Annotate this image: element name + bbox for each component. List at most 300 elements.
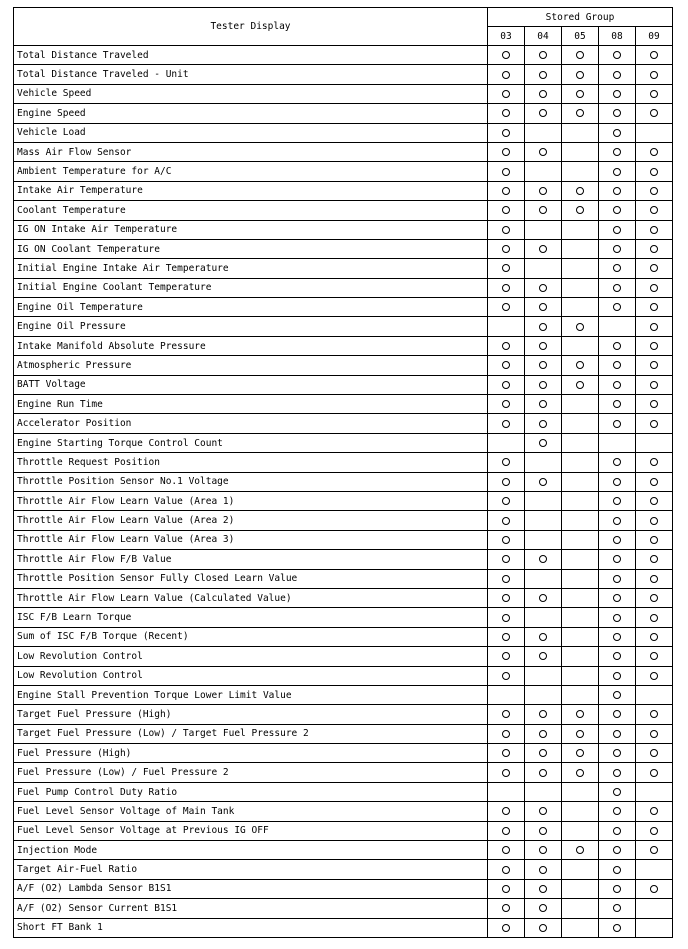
parameter-label: Fuel Pressure (High): [14, 744, 488, 763]
table-row: [14, 375, 673, 394]
stored-circle-icon: [502, 226, 510, 234]
stored-circle-icon: [650, 420, 658, 428]
parameter-label: Target Fuel Pressure (High): [14, 705, 488, 724]
group-cell: [562, 201, 599, 220]
group-cell: [599, 201, 636, 220]
table-row: [14, 763, 673, 782]
group-cell: [525, 588, 562, 607]
group-cell: [636, 879, 673, 898]
group-cell: [562, 472, 599, 491]
stored-circle-icon: [613, 148, 621, 156]
parameter-label: Throttle Position Sensor No.1 Voltage: [14, 472, 488, 491]
table-row: [14, 239, 673, 258]
stored-circle-icon: [576, 361, 584, 369]
stored-circle-icon: [502, 148, 510, 156]
group-cell: [488, 724, 525, 743]
stored-circle-icon: [650, 478, 658, 486]
group-cell: [636, 841, 673, 860]
stored-circle-icon: [613, 575, 621, 583]
group-cell: [525, 356, 562, 375]
group-cell: [599, 453, 636, 472]
group-cell: [636, 181, 673, 200]
table-row: [14, 821, 673, 840]
parameter-label: Initial Engine Intake Air Temperature: [14, 259, 488, 278]
parameter-label: Fuel Level Sensor Voltage of Main Tank: [14, 802, 488, 821]
group-cell: [488, 569, 525, 588]
stored-circle-icon: [539, 90, 547, 98]
group-cell: [488, 65, 525, 84]
stored-circle-icon: [650, 497, 658, 505]
group-cell: [488, 879, 525, 898]
stored-circle-icon: [650, 51, 658, 59]
group-cell: [599, 511, 636, 530]
group-cell: [599, 879, 636, 898]
parameter-label: Short FT Bank 1: [14, 918, 488, 937]
parameter-label: Atmospheric Pressure: [14, 356, 488, 375]
group-cell: [488, 239, 525, 258]
group-cell: [488, 491, 525, 510]
group-cell: [599, 569, 636, 588]
group-cell: [562, 433, 599, 452]
stored-group-table: [13, 7, 673, 938]
table-row: [14, 550, 673, 569]
stored-circle-icon: [576, 710, 584, 718]
stored-circle-icon: [502, 807, 510, 815]
group-cell: [562, 841, 599, 860]
stored-circle-icon: [613, 730, 621, 738]
group-cell: [599, 918, 636, 937]
group-cell: [525, 569, 562, 588]
stored-circle-icon: [613, 381, 621, 389]
group-cell: [562, 259, 599, 278]
group-cell: [525, 802, 562, 821]
stored-circle-icon: [502, 303, 510, 311]
group-cell: [636, 569, 673, 588]
stored-circle-icon: [650, 575, 658, 583]
stored-circle-icon: [613, 342, 621, 350]
group-column-header: 03: [488, 27, 525, 46]
table-row: [14, 588, 673, 607]
group-cell: [599, 84, 636, 103]
group-cell: [599, 259, 636, 278]
table-row: [14, 782, 673, 801]
stored-circle-icon: [613, 710, 621, 718]
parameter-label: Coolant Temperature: [14, 201, 488, 220]
stored-circle-icon: [650, 885, 658, 893]
group-cell: [562, 705, 599, 724]
group-cell: [562, 65, 599, 84]
parameter-label: Target Air-Fuel Ratio: [14, 860, 488, 879]
group-cell: [488, 472, 525, 491]
group-cell: [636, 162, 673, 181]
stored-circle-icon: [613, 633, 621, 641]
group-cell: [636, 414, 673, 433]
stored-circle-icon: [502, 885, 510, 893]
group-cell: [525, 65, 562, 84]
table-row: [14, 298, 673, 317]
group-cell: [488, 647, 525, 666]
stored-circle-icon: [613, 303, 621, 311]
group-cell: [488, 763, 525, 782]
stored-circle-icon: [539, 361, 547, 369]
group-cell: [599, 860, 636, 879]
group-cell: [599, 821, 636, 840]
parameter-label: Throttle Request Position: [14, 453, 488, 472]
group-cell: [525, 491, 562, 510]
group-cell: [636, 530, 673, 549]
group-cell: [562, 899, 599, 918]
stored-circle-icon: [502, 672, 510, 680]
stored-circle-icon: [650, 71, 658, 79]
stored-circle-icon: [650, 342, 658, 350]
table-row: [14, 879, 673, 898]
stored-circle-icon: [502, 827, 510, 835]
parameter-label: Intake Manifold Absolute Pressure: [14, 336, 488, 355]
group-cell: [599, 763, 636, 782]
group-cell: [488, 744, 525, 763]
group-cell: [488, 317, 525, 336]
stored-circle-icon: [613, 536, 621, 544]
parameter-label: Fuel Pump Control Duty Ratio: [14, 782, 488, 801]
group-cell: [562, 104, 599, 123]
group-cell: [636, 453, 673, 472]
stored-circle-icon: [613, 497, 621, 505]
parameter-label: Engine Starting Torque Control Count: [14, 433, 488, 452]
group-cell: [525, 666, 562, 685]
group-cell: [525, 239, 562, 258]
table-row: [14, 395, 673, 414]
group-cell: [636, 588, 673, 607]
group-cell: [636, 472, 673, 491]
group-cell: [562, 414, 599, 433]
table-row: [14, 433, 673, 452]
group-cell: [488, 181, 525, 200]
stored-circle-icon: [650, 245, 658, 253]
stored-circle-icon: [576, 323, 584, 331]
stored-circle-icon: [650, 536, 658, 544]
stored-circle-icon: [613, 846, 621, 854]
parameter-label: Throttle Air Flow Learn Value (Area 2): [14, 511, 488, 530]
stored-circle-icon: [650, 284, 658, 292]
stored-circle-icon: [539, 904, 547, 912]
group-cell: [562, 142, 599, 161]
table-row: [14, 123, 673, 142]
parameter-label: Engine Run Time: [14, 395, 488, 414]
stored-circle-icon: [502, 710, 510, 718]
table-row: [14, 744, 673, 763]
stored-circle-icon: [650, 769, 658, 777]
group-cell: [562, 608, 599, 627]
group-cell: [562, 569, 599, 588]
group-cell: [599, 588, 636, 607]
parameter-label: Engine Speed: [14, 104, 488, 123]
stored-circle-icon: [650, 517, 658, 525]
stored-circle-icon: [539, 109, 547, 117]
stored-circle-icon: [650, 458, 658, 466]
group-cell: [525, 46, 562, 65]
group-cell: [525, 453, 562, 472]
stored-circle-icon: [576, 730, 584, 738]
group-cell: [599, 162, 636, 181]
group-cell: [488, 201, 525, 220]
group-cell: [488, 104, 525, 123]
group-cell: [562, 298, 599, 317]
stored-circle-icon: [576, 749, 584, 757]
group-cell: [636, 317, 673, 336]
parameter-label: Total Distance Traveled: [14, 46, 488, 65]
stored-circle-icon: [576, 769, 584, 777]
group-cell: [525, 201, 562, 220]
group-cell: [488, 608, 525, 627]
stored-circle-icon: [613, 109, 621, 117]
stored-circle-icon: [539, 478, 547, 486]
stored-circle-icon: [650, 633, 658, 641]
stored-circle-icon: [502, 381, 510, 389]
stored-circle-icon: [650, 226, 658, 234]
group-cell: [636, 802, 673, 821]
stored-circle-icon: [502, 866, 510, 874]
stored-circle-icon: [539, 749, 547, 757]
stored-group-header: Stored Group: [488, 8, 673, 27]
group-cell: [488, 841, 525, 860]
stored-circle-icon: [613, 788, 621, 796]
group-cell: [488, 278, 525, 297]
parameter-label: A/F (O2) Sensor Current B1S1: [14, 899, 488, 918]
group-cell: [636, 239, 673, 258]
table-row: [14, 278, 673, 297]
stored-circle-icon: [650, 846, 658, 854]
group-cell: [562, 763, 599, 782]
group-cell: [636, 685, 673, 704]
group-cell: [636, 336, 673, 355]
stored-circle-icon: [502, 536, 510, 544]
group-cell: [636, 491, 673, 510]
group-cell: [525, 123, 562, 142]
stored-circle-icon: [613, 264, 621, 272]
stored-circle-icon: [613, 129, 621, 137]
group-cell: [525, 744, 562, 763]
stored-circle-icon: [539, 652, 547, 660]
group-cell: [636, 782, 673, 801]
stored-circle-icon: [650, 303, 658, 311]
group-cell: [636, 763, 673, 782]
group-cell: [599, 356, 636, 375]
stored-circle-icon: [502, 594, 510, 602]
group-cell: [636, 84, 673, 103]
stored-circle-icon: [613, 517, 621, 525]
table-row: [14, 647, 673, 666]
stored-circle-icon: [502, 206, 510, 214]
parameter-label: BATT Voltage: [14, 375, 488, 394]
group-cell: [562, 356, 599, 375]
group-cell: [599, 414, 636, 433]
stored-circle-icon: [613, 885, 621, 893]
group-cell: [599, 104, 636, 123]
group-cell: [636, 511, 673, 530]
group-cell: [525, 705, 562, 724]
stored-circle-icon: [576, 381, 584, 389]
stored-circle-icon: [650, 148, 658, 156]
stored-circle-icon: [650, 109, 658, 117]
group-cell: [562, 627, 599, 646]
group-cell: [488, 259, 525, 278]
group-cell: [525, 879, 562, 898]
parameter-label: Target Fuel Pressure (Low) / Target Fuel Pressure 2: [14, 724, 488, 743]
stored-circle-icon: [539, 284, 547, 292]
group-cell: [599, 239, 636, 258]
parameter-label: Vehicle Load: [14, 123, 488, 142]
group-cell: [525, 278, 562, 297]
group-cell: [562, 375, 599, 394]
group-cell: [525, 841, 562, 860]
group-cell: [599, 472, 636, 491]
group-cell: [525, 220, 562, 239]
group-cell: [525, 860, 562, 879]
stored-circle-icon: [502, 284, 510, 292]
table-row: [14, 841, 673, 860]
group-cell: [599, 65, 636, 84]
group-cell: [599, 685, 636, 704]
group-cell: [636, 65, 673, 84]
tester-display-header: Tester Display: [14, 8, 488, 46]
group-cell: [599, 336, 636, 355]
table-row: [14, 918, 673, 937]
group-cell: [562, 336, 599, 355]
stored-circle-icon: [650, 187, 658, 195]
table-row: [14, 860, 673, 879]
group-cell: [488, 685, 525, 704]
group-cell: [488, 395, 525, 414]
group-cell: [599, 181, 636, 200]
group-cell: [599, 278, 636, 297]
group-cell: [636, 104, 673, 123]
parameter-label: Low Revolution Control: [14, 666, 488, 685]
parameter-label: ISC F/B Learn Torque: [14, 608, 488, 627]
stored-circle-icon: [650, 323, 658, 331]
group-cell: [525, 259, 562, 278]
stored-circle-icon: [613, 206, 621, 214]
group-cell: [488, 550, 525, 569]
table-row: [14, 162, 673, 181]
stored-circle-icon: [613, 361, 621, 369]
parameter-label: Fuel Pressure (Low) / Fuel Pressure 2: [14, 763, 488, 782]
group-cell: [562, 860, 599, 879]
stored-circle-icon: [502, 458, 510, 466]
stored-circle-icon: [650, 710, 658, 718]
group-cell: [562, 239, 599, 258]
table-row: [14, 46, 673, 65]
stored-circle-icon: [539, 730, 547, 738]
group-cell: [636, 666, 673, 685]
stored-circle-icon: [613, 478, 621, 486]
group-cell: [488, 588, 525, 607]
stored-circle-icon: [502, 924, 510, 932]
table-row: [14, 65, 673, 84]
group-column-header: 05: [562, 27, 599, 46]
group-cell: [636, 744, 673, 763]
stored-circle-icon: [576, 206, 584, 214]
stored-circle-icon: [650, 614, 658, 622]
stored-circle-icon: [539, 420, 547, 428]
group-cell: [562, 879, 599, 898]
table-row: [14, 414, 673, 433]
group-cell: [562, 84, 599, 103]
group-cell: [599, 782, 636, 801]
group-cell: [525, 162, 562, 181]
parameter-label: Throttle Air Flow Learn Value (Area 1): [14, 491, 488, 510]
stored-circle-icon: [613, 614, 621, 622]
stored-circle-icon: [502, 730, 510, 738]
stored-circle-icon: [502, 497, 510, 505]
table-row: [14, 530, 673, 549]
stored-circle-icon: [613, 51, 621, 59]
stored-circle-icon: [613, 245, 621, 253]
group-cell: [562, 782, 599, 801]
group-cell: [599, 724, 636, 743]
table-row: [14, 666, 673, 685]
group-cell: [562, 317, 599, 336]
stored-circle-icon: [539, 51, 547, 59]
group-cell: [599, 841, 636, 860]
group-cell: [488, 220, 525, 239]
parameter-label: Engine Oil Pressure: [14, 317, 488, 336]
table-row: [14, 201, 673, 220]
stored-circle-icon: [539, 846, 547, 854]
group-cell: [636, 278, 673, 297]
stored-circle-icon: [502, 769, 510, 777]
group-cell: [636, 608, 673, 627]
stored-circle-icon: [539, 827, 547, 835]
stored-circle-icon: [650, 827, 658, 835]
stored-circle-icon: [613, 458, 621, 466]
group-cell: [599, 550, 636, 569]
stored-circle-icon: [613, 652, 621, 660]
table-row: [14, 472, 673, 491]
stored-circle-icon: [502, 187, 510, 195]
group-cell: [488, 666, 525, 685]
stored-circle-icon: [613, 594, 621, 602]
stored-circle-icon: [613, 168, 621, 176]
stored-circle-icon: [502, 342, 510, 350]
stored-circle-icon: [613, 691, 621, 699]
group-cell: [488, 336, 525, 355]
group-cell: [488, 821, 525, 840]
parameter-label: Engine Stall Prevention Torque Lower Limit Value: [14, 685, 488, 704]
group-cell: [636, 220, 673, 239]
group-cell: [562, 181, 599, 200]
stored-circle-icon: [502, 264, 510, 272]
parameter-label: Vehicle Speed: [14, 84, 488, 103]
parameter-label: Ambient Temperature for A/C: [14, 162, 488, 181]
table-row: [14, 685, 673, 704]
stored-circle-icon: [502, 846, 510, 854]
group-cell: [488, 414, 525, 433]
stored-circle-icon: [650, 168, 658, 176]
stored-circle-icon: [539, 866, 547, 874]
group-cell: [599, 491, 636, 510]
stored-circle-icon: [539, 885, 547, 893]
group-cell: [488, 782, 525, 801]
group-cell: [636, 395, 673, 414]
table-row: [14, 569, 673, 588]
stored-circle-icon: [502, 71, 510, 79]
parameter-label: IG ON Intake Air Temperature: [14, 220, 488, 239]
group-cell: [562, 821, 599, 840]
parameter-label: Accelerator Position: [14, 414, 488, 433]
group-cell: [488, 530, 525, 549]
group-cell: [488, 433, 525, 452]
group-cell: [562, 685, 599, 704]
